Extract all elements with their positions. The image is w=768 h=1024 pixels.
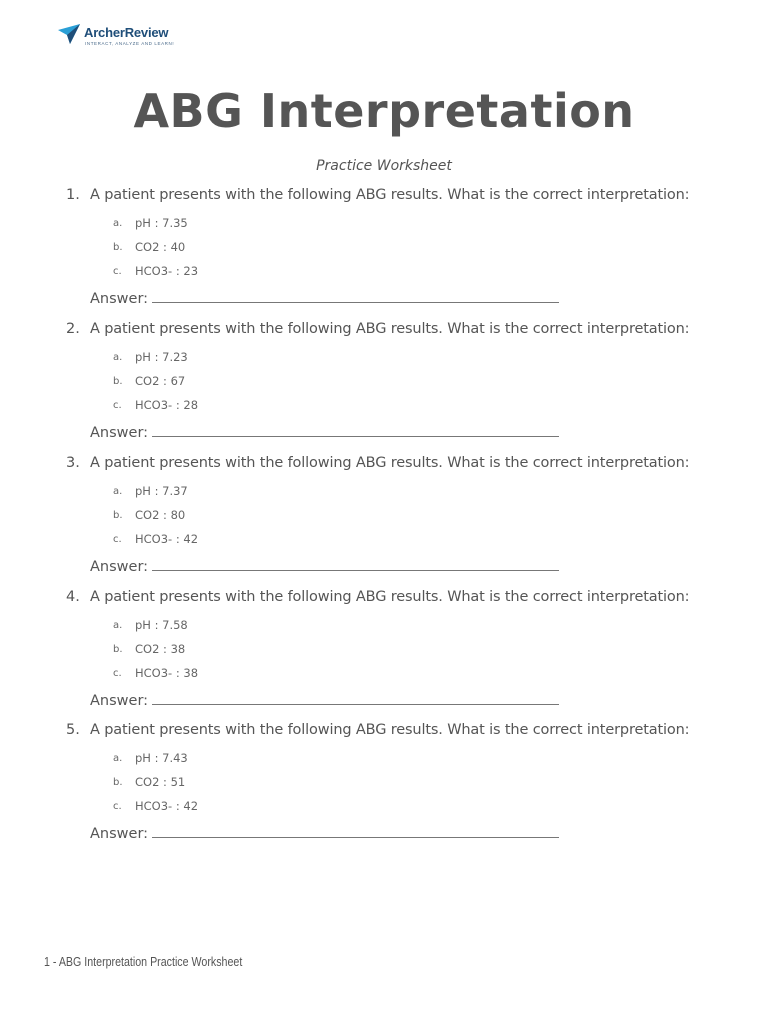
question-number: 3. xyxy=(66,455,80,471)
page-subtitle: Practice Worksheet xyxy=(316,158,452,174)
question-1 xyxy=(0,187,768,313)
answer-row xyxy=(90,691,559,709)
question-number: 5. xyxy=(66,722,80,738)
option-letter: a. xyxy=(113,352,123,363)
option-text: CO2 : 38 xyxy=(135,642,186,656)
option-text: CO2 : 67 xyxy=(135,374,186,388)
option-letter: a. xyxy=(113,218,123,229)
answer-row xyxy=(90,824,559,842)
question-text: A patient presents with the following ABG results. What is the correct interpretation: xyxy=(90,722,690,738)
option-letter: b. xyxy=(113,376,123,387)
option-text: pH : 7.43 xyxy=(135,751,188,765)
answer-label: Answer: xyxy=(90,291,149,307)
option-letter: b. xyxy=(113,644,123,655)
option-a xyxy=(0,215,400,233)
page-footer: 1 - ABG Interpretation Practice Worksheet xyxy=(44,954,243,969)
answer-label: Answer: xyxy=(90,559,149,575)
answer-blank-line[interactable] xyxy=(152,824,559,838)
page-title: ABG Interpretation xyxy=(133,84,635,138)
option-letter: c. xyxy=(113,801,122,812)
answer-row xyxy=(90,423,559,441)
logo-name: ArcherReview xyxy=(84,25,169,40)
option-c xyxy=(0,531,400,549)
option-text: pH : 7.35 xyxy=(135,216,188,230)
question-text: A patient presents with the following ABG results. What is the correct interpretation: xyxy=(90,187,690,203)
answer-blank-line[interactable] xyxy=(152,423,559,437)
option-b xyxy=(0,507,400,525)
question-number: 1. xyxy=(66,187,80,203)
option-letter: b. xyxy=(113,777,123,788)
question-number: 4. xyxy=(66,589,80,605)
option-a xyxy=(0,483,400,501)
option-letter: a. xyxy=(113,753,123,764)
answer-row xyxy=(90,289,559,307)
question-number: 2. xyxy=(66,321,80,337)
answer-blank-line[interactable] xyxy=(152,289,559,303)
option-text: CO2 : 40 xyxy=(135,240,186,254)
option-text: CO2 : 80 xyxy=(135,508,186,522)
question-4 xyxy=(0,589,768,715)
option-letter: c. xyxy=(113,266,122,277)
option-c xyxy=(0,798,400,816)
option-b xyxy=(0,373,400,391)
answer-blank-line[interactable] xyxy=(152,557,559,571)
option-text: HCO3- : 23 xyxy=(135,264,199,278)
question-5 xyxy=(0,722,768,848)
option-c xyxy=(0,263,400,281)
option-letter: c. xyxy=(113,400,122,411)
question-text: A patient presents with the following ABG results. What is the correct interpretation: xyxy=(90,455,690,471)
option-letter: a. xyxy=(113,620,123,631)
option-c xyxy=(0,397,400,415)
question-text: A patient presents with the following ABG results. What is the correct interpretation: xyxy=(90,589,690,605)
option-a xyxy=(0,617,400,635)
option-text: pH : 7.23 xyxy=(135,350,188,364)
answer-label: Answer: xyxy=(90,693,149,709)
answer-label: Answer: xyxy=(90,826,149,842)
option-text: pH : 7.37 xyxy=(135,484,188,498)
option-text: HCO3- : 42 xyxy=(135,799,199,813)
arrow-logo-icon xyxy=(58,24,80,44)
answer-label: Answer: xyxy=(90,425,149,441)
answer-blank-line[interactable] xyxy=(152,691,559,705)
option-text: CO2 : 51 xyxy=(135,775,186,789)
option-letter: b. xyxy=(113,510,123,521)
question-3 xyxy=(0,455,768,581)
option-c xyxy=(0,665,400,683)
option-a xyxy=(0,750,400,768)
option-letter: c. xyxy=(113,534,122,545)
option-b xyxy=(0,239,400,257)
option-text: HCO3- : 38 xyxy=(135,666,199,680)
option-a xyxy=(0,349,400,367)
option-text: HCO3- : 28 xyxy=(135,398,199,412)
option-text: pH : 7.58 xyxy=(135,618,188,632)
logo-tagline: INTERACT, ANALYZE AND LEARN! xyxy=(85,41,175,46)
option-letter: b. xyxy=(113,242,123,253)
option-b xyxy=(0,774,400,792)
option-text: HCO3- : 42 xyxy=(135,532,199,546)
answer-row xyxy=(90,557,559,575)
option-letter: c. xyxy=(113,668,122,679)
option-b xyxy=(0,641,400,659)
question-2 xyxy=(0,321,768,447)
option-letter: a. xyxy=(113,486,123,497)
question-text: A patient presents with the following ABG results. What is the correct interpretation: xyxy=(90,321,690,337)
archer-review-logo xyxy=(58,22,184,54)
